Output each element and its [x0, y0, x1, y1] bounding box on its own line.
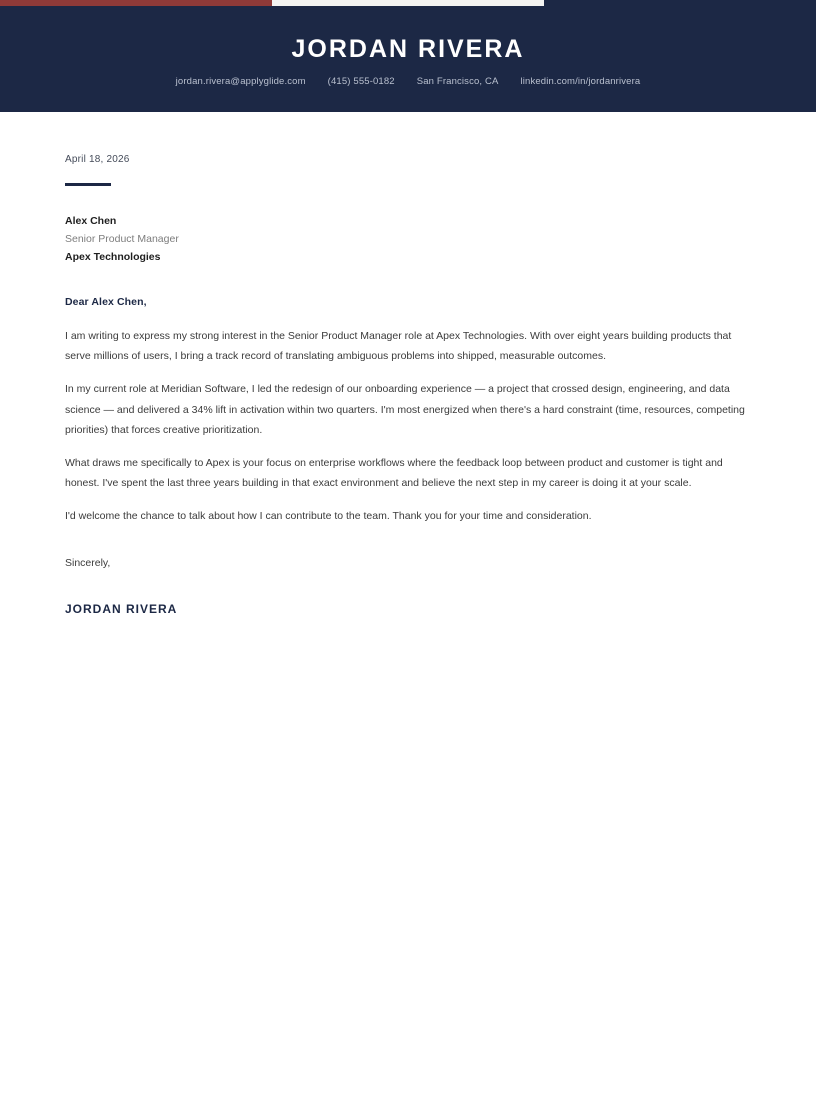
contact-linkedin[interactable]: linkedin.com/in/jordanrivera	[520, 75, 641, 87]
letter-header	[0, 6, 816, 112]
recipient-title: Senior Product Manager	[65, 233, 179, 246]
letter-closing: Sincerely,	[65, 557, 111, 570]
signature-name: JORDAN RIVERA	[65, 602, 178, 617]
contact-location: San Francisco, CA	[416, 75, 499, 87]
letter-date: April 18, 2026	[65, 154, 130, 165]
accent-segment-light	[272, 0, 544, 6]
letter-paragraph-4: I'd welcome the chance to talk about how I can contribute to the team. Thank you for your time and consideration.	[65, 510, 592, 523]
contact-phone[interactable]: (415) 555-0182	[327, 75, 395, 87]
recipient-block	[65, 212, 751, 266]
accent-segment-navy	[544, 0, 816, 6]
accent-segment-red	[0, 0, 272, 6]
recipient-name: Alex Chen	[65, 215, 117, 227]
divider-rule	[65, 183, 111, 186]
page-title: JORDAN RIVERA	[291, 35, 525, 63]
salutation: Dear Alex Chen,	[65, 296, 147, 309]
recipient-company: Apex Technologies	[65, 251, 161, 264]
accent-strip	[0, 0, 816, 6]
letter-paragraph-1: I am writing to express my strong interest in the Senior Product Manager role at Apex Technologies. With over eight years building products that serve millions of users, I bring a track record of translating ambiguous problems into shipped, measurable outcomes.	[65, 330, 732, 363]
contact-row	[0, 76, 816, 87]
letter-paragraph-2: In my current role at Meridian Software, I led the redesign of our onboarding experience — a project that crossed design, engineering, and data science — and delivered a 34% lift in activation within two quarters. I'm most energized when there's a hard constraint (time, resources, competing priorities) that forces creative prioritization.	[65, 383, 745, 436]
letter-paragraph-3: What draws me specifically to Apex is your focus on enterprise workflows where the feedback loop between product and customer is tight and honest. I've spent the last three years building in that exact environment and believe the next step in my career is doing it at your scale.	[65, 456, 723, 490]
letter-body	[0, 112, 816, 616]
contact-email[interactable]: jordan.rivera@applyglide.com	[175, 75, 306, 87]
